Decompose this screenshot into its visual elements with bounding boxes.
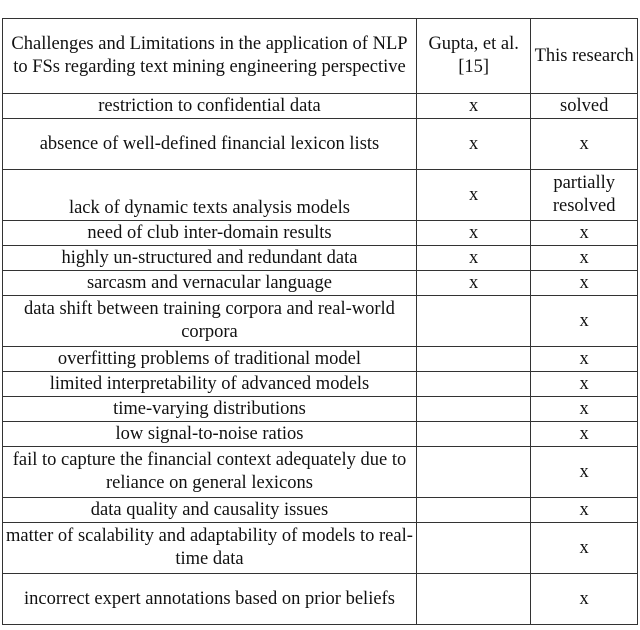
table-row — [3, 221, 638, 246]
gupta-cell — [416, 574, 530, 625]
challenge-cell: absence of well-defined financial lexicon lists — [3, 119, 417, 170]
this-research-cell: x — [531, 246, 638, 271]
challenge-cell: fail to capture the financial context adequately due to reliance on general lexicons — [3, 447, 417, 498]
this-research-cell: x — [531, 119, 638, 170]
challenge-cell: data quality and causality issues — [3, 498, 417, 523]
gupta-cell: x — [416, 170, 530, 221]
challenge-cell: matter of scalability and adaptability of models to real-time data — [3, 523, 417, 574]
gupta-cell — [416, 447, 530, 498]
challenge-cell: data shift between training corpora and real-world corpora — [3, 296, 417, 347]
this-research-cell: x — [531, 397, 638, 422]
gupta-cell — [416, 422, 530, 447]
gupta-cell — [416, 296, 530, 347]
this-research-cell: x — [531, 422, 638, 447]
table-row — [3, 397, 638, 422]
challenge-cell: highly un-structured and redundant data — [3, 246, 417, 271]
gupta-cell — [416, 372, 530, 397]
this-research-cell: x — [531, 372, 638, 397]
this-research-cell: x — [531, 221, 638, 246]
comparison-table — [2, 18, 638, 625]
header-this-research: This research — [531, 19, 638, 94]
challenge-cell: lack of dynamic texts analysis models — [3, 170, 417, 221]
table-header-row — [3, 19, 638, 94]
challenge-cell: sarcasm and vernacular language — [3, 271, 417, 296]
this-research-cell: x — [531, 447, 638, 498]
challenge-cell: limited interpretability of advanced models — [3, 372, 417, 397]
table-row — [3, 246, 638, 271]
table-row — [3, 372, 638, 397]
gupta-cell — [416, 397, 530, 422]
gupta-cell — [416, 523, 530, 574]
challenge-cell: need of club inter-domain results — [3, 221, 417, 246]
table-row — [3, 94, 638, 119]
table-row — [3, 119, 638, 170]
header-gupta: Gupta, et al. [15] — [416, 19, 530, 94]
table-row — [3, 523, 638, 574]
table-row — [3, 422, 638, 447]
table-row — [3, 170, 638, 221]
this-research-cell: x — [531, 498, 638, 523]
this-research-cell: x — [531, 271, 638, 296]
this-research-cell: x — [531, 523, 638, 574]
gupta-cell — [416, 498, 530, 523]
gupta-cell: x — [416, 246, 530, 271]
challenge-cell: low signal-to-noise ratios — [3, 422, 417, 447]
table-row — [3, 296, 638, 347]
this-research-cell: x — [531, 347, 638, 372]
gupta-cell: x — [416, 221, 530, 246]
this-research-cell: x — [531, 574, 638, 625]
challenge-cell: time-varying distributions — [3, 397, 417, 422]
table-row — [3, 347, 638, 372]
challenge-cell: overfitting problems of traditional model — [3, 347, 417, 372]
gupta-cell — [416, 347, 530, 372]
challenge-cell: restriction to confidential data — [3, 94, 417, 119]
table-row — [3, 447, 638, 498]
table-row — [3, 574, 638, 625]
gupta-cell: x — [416, 94, 530, 119]
challenge-cell: incorrect expert annotations based on prior beliefs — [3, 574, 417, 625]
header-challenges: Challenges and Limitations in the application of NLP to FSs regarding text mining engineering perspective — [3, 19, 417, 94]
gupta-cell: x — [416, 119, 530, 170]
this-research-cell: x — [531, 296, 638, 347]
table-row — [3, 498, 638, 523]
gupta-cell: x — [416, 271, 530, 296]
this-research-cell: partially resolved — [531, 170, 638, 221]
this-research-cell: solved — [531, 94, 638, 119]
table-row — [3, 271, 638, 296]
